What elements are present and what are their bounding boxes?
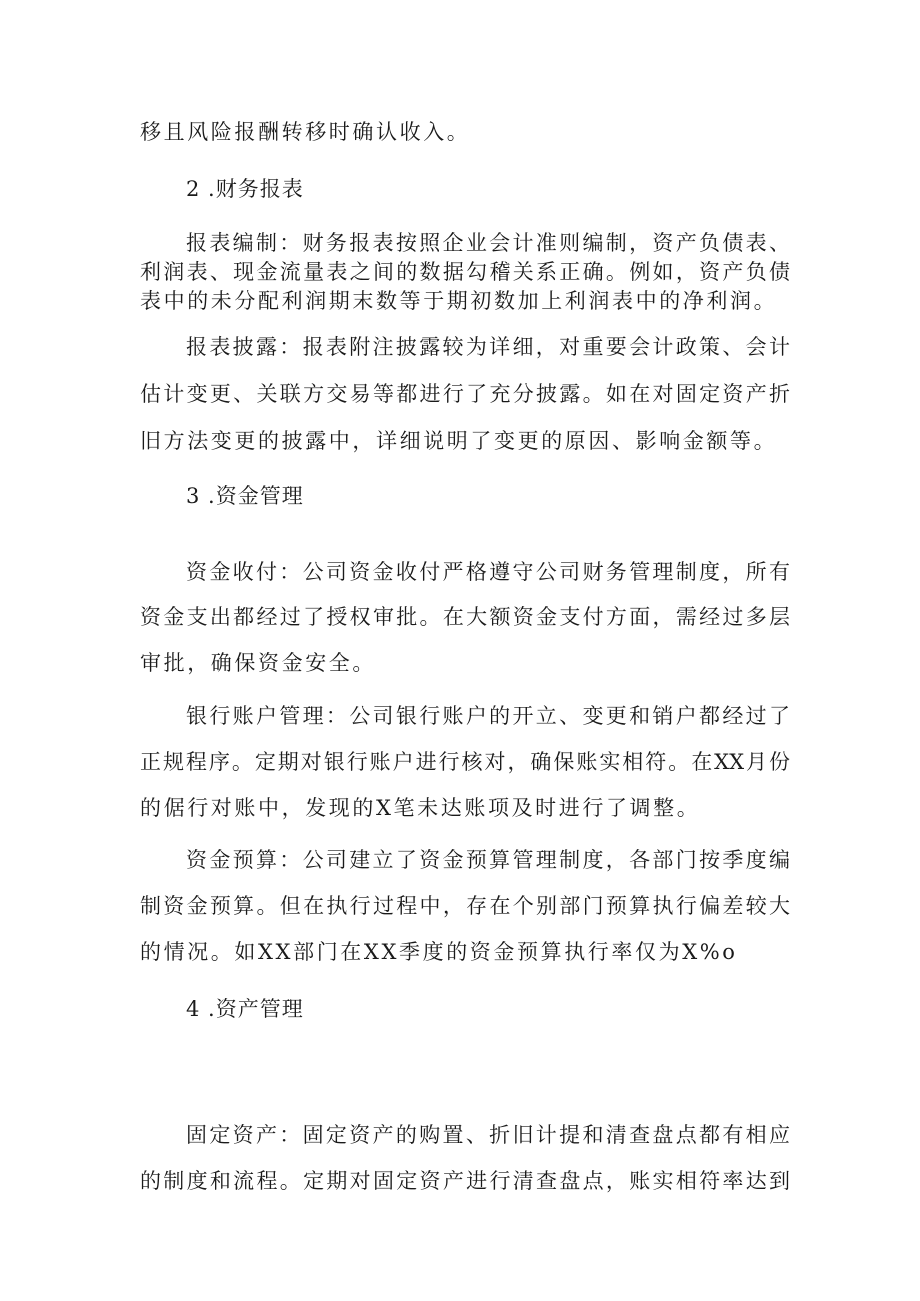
paragraph-line: 制资金预算。但在执行过程中，存在个别部门预算执行偏差较大 bbox=[140, 894, 790, 918]
section-heading-financial-statements: 2 .财务报表 bbox=[186, 177, 304, 201]
paragraph-line: 资金支出都经过了授权审批。在大额资金支付方面，需经过多层 bbox=[140, 605, 790, 629]
paragraph-line: 银行账户管理：公司银行账户的开立、变更和销户都经过了 bbox=[186, 704, 790, 728]
paragraph-line: 资金收付：公司资金收付严格遵守公司财务管理制度，所有 bbox=[186, 560, 790, 584]
paragraph-line: 固定资产：固定资产的购置、折旧计提和清查盘点都有相应 bbox=[186, 1123, 790, 1147]
paragraph-line: 估计变更、关联方交易等都进行了充分披露。如在对固定资产折 bbox=[140, 382, 790, 406]
paragraph-line: 的倨行对账中，发现的X笔未达账项及时进行了调整。 bbox=[140, 796, 701, 820]
paragraph-line: 报表编制：财务报表按照企业会计准则编制，资产负债表、 bbox=[186, 231, 790, 255]
paragraph-line: 旧方法变更的披露中，详细说明了变更的原因、影响金额等。 bbox=[140, 429, 778, 453]
paragraph-line: 正规程序。定期对银行账户进行核对，确保账实相符。在XX月份 bbox=[140, 750, 790, 774]
section-heading-asset-management: 4 .资产管理 bbox=[186, 997, 304, 1021]
paragraph-continuation-line: 移且风险报酬转移时确认收入。 bbox=[140, 120, 471, 144]
paragraph-line: 的情况。如XX部门在XX季度的资金预算执行率仅为X%o bbox=[140, 940, 738, 964]
paragraph-line: 审批，确保资金安全。 bbox=[140, 651, 376, 675]
paragraph-line: 资金预算：公司建立了资金预算管理制度，各部门按季度编 bbox=[186, 848, 790, 872]
paragraph-line: 表中的未分配利润期末数等于期初数加上利润表中的净利润。 bbox=[140, 289, 778, 313]
section-heading-fund-management: 3 .资金管理 bbox=[186, 484, 304, 508]
paragraph-line: 利润表、现金流量表之间的数据勾稽关系正确。例如，资产负债 bbox=[140, 260, 790, 284]
paragraph-line: 的制度和流程。定期对固定资产进行清查盘点，账实相符率达到 bbox=[140, 1169, 790, 1193]
paragraph-line: 报表披露：报表附注披露较为详细，对重要会计政策、会计 bbox=[186, 335, 790, 359]
